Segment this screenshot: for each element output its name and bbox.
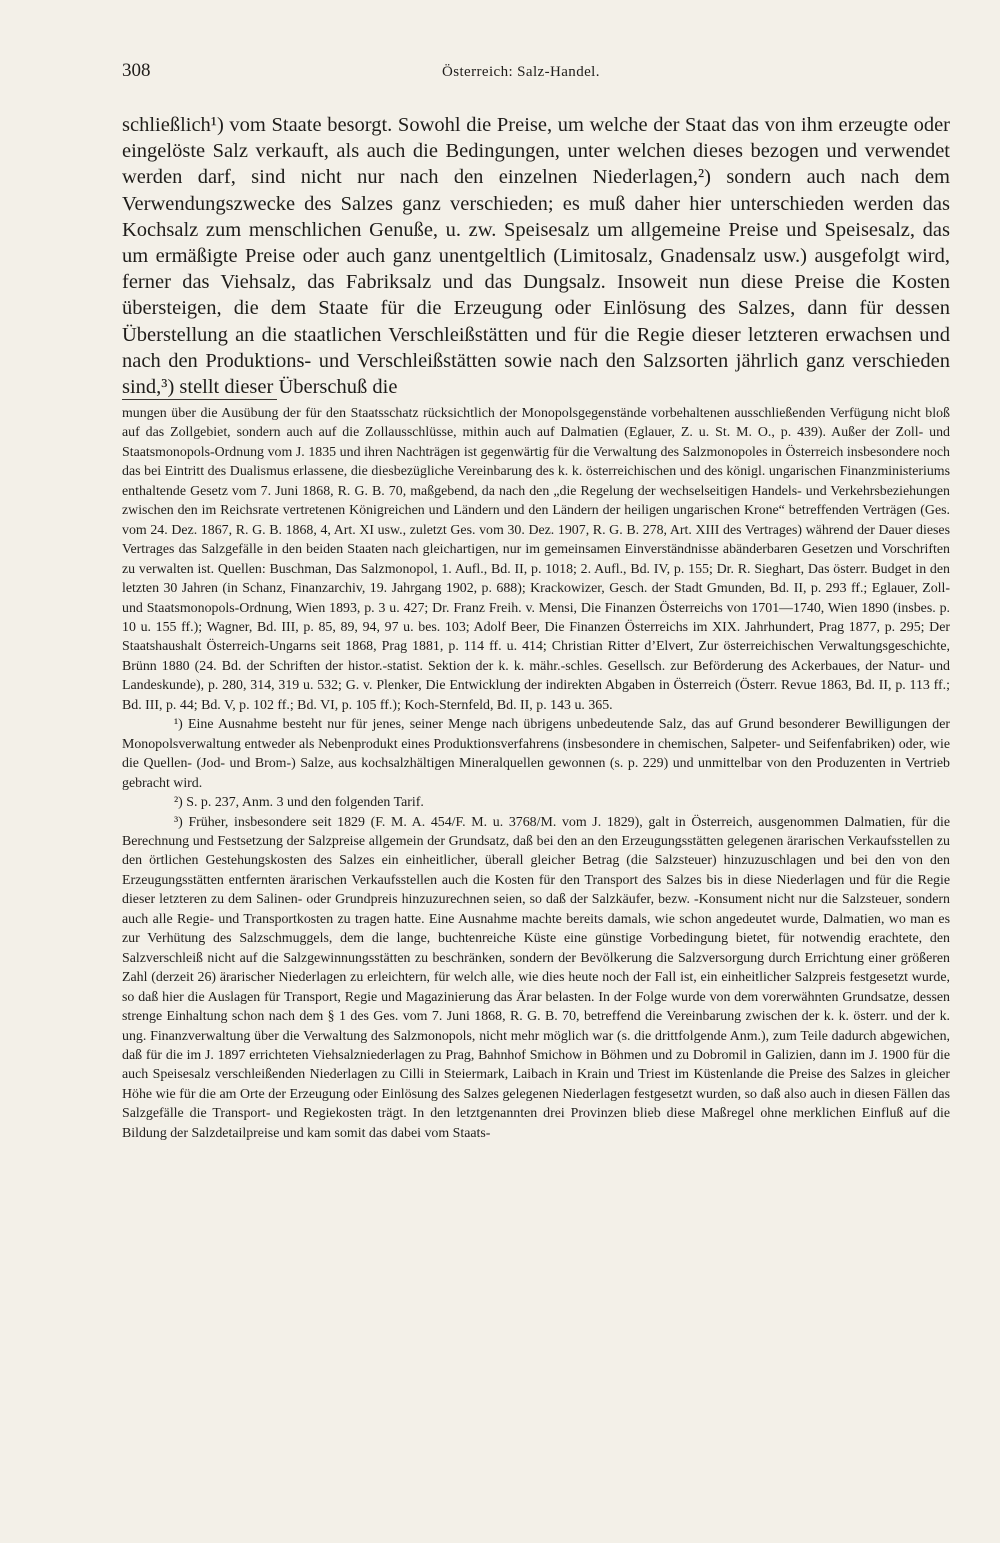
footnote-continued: mungen über die Ausübung der für den Staatsschatz rücksichtlich der Monopolsgegenstände vorbehaltenen ausschließenden Verfügung nicht bloß auf das Zollgebiet, sondern auch auf die Zollausschlüsse, mithin auch auf Dalmatien (Eglauer, Z. u. St. M. O., p. 439). Außer der Zoll- und Staatsmonopols-Ordnung vom J. 1835 und ihren Nachträgen ist gegenwärtig für die Verwaltung des Salzmonopoles in Österreich insbesondere noch das bei Eintritt des Dualismus erlassene, die diesbezügliche Vereinbarung des k. k. österreichischen und des königl. ungarischen Finanzministeriums enthaltende Gesetz vom 7. Juni 1868, R. G. B. 70, maßgebend, da nach den „die Regelung der wechselseitigen Handels- und Verkehrsbeziehungen zwischen den im Reichsrate vertretenen Königreichen und Ländern und den Ländern der heiligen ungarischen Krone“ betreffenden Verträgen (Ges. vom 24. Dez. 1867, R. G. B. 1868, 4, Art. XI usw., zuletzt Ges. vom 30. Dez. 1907, R. G. B. 278, Art. XIII des Vertrages) während der Dauer dieses Vertrages das Salzgefälle in den beiden Staaten nach gleichartigen, nur im gemeinsamen Einverständnisse abänderbaren Gesetzen und Vorschriften zu verwalten ist. Quellen: Buschman, Das Salzmonopol, 1. Aufl., Bd. II, p. 1018; 2. Aufl., Bd. IV, p. 155; Dr. R. Sieghart, Das österr. Budget in den letzten 30 Jahren (in Schanz, Finanzarchiv, 19. Jahrgang 1902, p. 688); Krackowizer, Gesch. der Stadt Gmunden, Bd. II, p. 293 ff.; Eglauer, Zoll- und Staatsmonopols-Ordnung, Wien 1893, p. 3 u. 427; Dr. Franz Freih. v. Mensi, Die Finanzen Österreichs von 1701—1740, Wien 1890 (insbes. p. 10 u. 155 ff.); Wagner, Bd. III, p. 85, 89, 94, 97 u. bes. 103; Adolf Beer, Die Finanzen Österreichs im XIX. Jahrhundert, Prag 1877, p. 295; Der Staatshaushalt Österreich-Ungarns seit 1868, Prag 1881, p. 114 ff. u. 414; Christian Ritter d’Elvert, Zur österreichischen Verwaltungsgeschichte, Brünn 1880 (24. Bd. der Schriften der histor.-statist. Sektion der k. k. mähr.-schles. Gesellsch. zur Beförderung des Ackerbaues, der Natur- und Landeskunde), p. 280, 314, 319 u. 532; G. v. Plenker, Die Entwicklung der indirekten Abgaben in Österreich (Österr. Revue 1863, Bd. II, p. 113 ff.; Bd. III, p. 44; Bd. V, p. 102 ff.; Bd. VI, p. 105 ff.); Koch-Sternfeld, Bd. II, p. 143 u. 365. xyxy=(122,406,950,713)
running-head: Österreich: Salz-Handel. xyxy=(442,64,600,80)
main-text xyxy=(122,112,950,400)
page-number: 308 xyxy=(122,60,151,81)
footnote-3: ³) Früher, insbesondere seit 1829 (F. M. A. 454/F. M. u. 3768/M. vom J. 1829), galt in Österreich, ausgenommen Dalmatien, für die Berechnung und Festsetzung der Salzpreise allgemein der Grundsatz, daß bei den an den Erzeugungsstätten gelegenen ärarischen Verkaufsstellen zu den örtlichen Gestehungskosten des Salzes ein einheitlicher, überall gleicher Betrag (die Salzsteuer) hinzuzuschlagen und bei den von den Erzeugungsstätten entfernten ärarischen Verkaufsstellen auch die Kosten für den Transport des Salzes bis in diese Niederlagen und für die Regie dieser letzteren zu dem Salinen- oder Grundpreis hinzuzurechnen seien, so daß der Salzkäufer, bezw. -Konsument nicht nur die Salzsteuer, sondern auch alle Regie- und Transportkosten zu tragen hatte. Eine Ausnahme machte bereits damals, wie schon angedeutet wurde, Dalmatien, wo man es zur Verhütung des Salzschmuggels, dem die lange, buchtenreiche Küste eine günstige Vorbedingung bietet, für notwendig erachtete, den Salzverschleiß nicht auf die Salzgewinnungsstätten zu beschränken, sondern der Bevölkerung die Salzversorgung durch Errichtung einer größeren Zahl (derzeit 26) ärarischer Niederlagen zu erleichtern, für welch alle, wie dies heute noch der Fall ist, ein einheitlicher Salzpreis festgesetzt wurde, so daß hier die Auslagen für Transport, Regie und Magazinierung das Ärar belasten. In der Folge wurde von dem vorerwähnten Grundsatze, dessen strenge Einhaltung schon nach dem § 1 des Ges. vom 7. Juni 1868, R. G. B. 70, betreffend die Vereinbarung zwischen der k. k. österr. und der k. ung. Finanzverwaltung über die Verwaltung des Salzmonopols, nicht mehr möglich war (s. die drittfolgende Anm.), zum Teile dadurch abgewichen, daß für die im J. 1897 errichteten Viehsalzniederlagen zu Prag, Bahnhof Smichow in Böhmen und zu Dobromil in Galizien, dann im J. 1900 für die auch Speisesalz verschleißenden Niederlagen zu Cilli in Steiermark, Laibach in Krain und Triest im Küstenlande die Preise des Salzes in gleicher Höhe wie für die am Orte der Erzeugung oder Einlösung des Salzes gelegenen Niederlagen festgesetzt wurden, so daß also auch in diesen Fällen das Salzgefälle die Transport- und Regiekosten trägt. In den letztgenannten drei Provinzen blieb diese Maßregel ohne merklichen Einfluß auf die Bildung der Salzdetailpreise und kam somit das dabei vom Staats- xyxy=(122,814,950,1141)
page-header xyxy=(122,60,950,88)
footnote-1: ¹) Eine Ausnahme besteht nur für jenes, seiner Menge nach übrigens unbedeutende Salz, das auf Grund besonderer Bewilligungen der Monopolsverwaltung entweder als Nebenprodukt eines Produktionsverfahrens (insbesondere in chemischen, Salpeter- und Seifenfabriken) oder, wie die Quellen- (Jod- und Brom-) Salze, aus kochsalzhältigen Mineralquellen gewonnen (s. p. 229) und unmittelbar von den Produzenten in Vertrieb gebracht wird. xyxy=(122,717,950,791)
footnote-rule xyxy=(122,399,277,400)
footnote-2: ²) S. p. 237, Anm. 3 und den folgenden Tarif. xyxy=(174,795,424,811)
main-paragraph: schließlich¹) vom Staate besorgt. Sowohl die Preise, um welche der Staat das von ihm erzeugte oder eingelöste Salz verkauft, als auch die Bedingungen, unter welchen dieses bezogen und verwendet werden darf, sind nicht nur nach den einzelnen Niederlagen,²) sondern auch nach dem Verwendungszwecke des Salzes ganz verschieden; es muß daher hier unterschieden werden das Kochsalz zum menschlichen Genuße, u. zw. Speisesalz um allgemeine Preise und Speisesalz, das um ermäßigte Preise oder auch ganz unentgeltlich (Limitosalz, Gnadensalz usw.) ausgefolgt wird, ferner das Viehsalz, das Fabriksalz und das Dungsalz. Insoweit nun diese Preise die Kosten übersteigen, die dem Staate für die Erzeugung oder Einlösung des Salzes, dann für dessen Überstellung an die staatlichen Verschleißstätten und für die Regie dieser letzteren erwachsen und nach den Produktions- und Verschleißstätten sowie nach den Salzsorten jährlich ganz verschieden sind,³) stellt dieser Überschuß die xyxy=(122,114,950,399)
footnotes xyxy=(122,404,950,1143)
